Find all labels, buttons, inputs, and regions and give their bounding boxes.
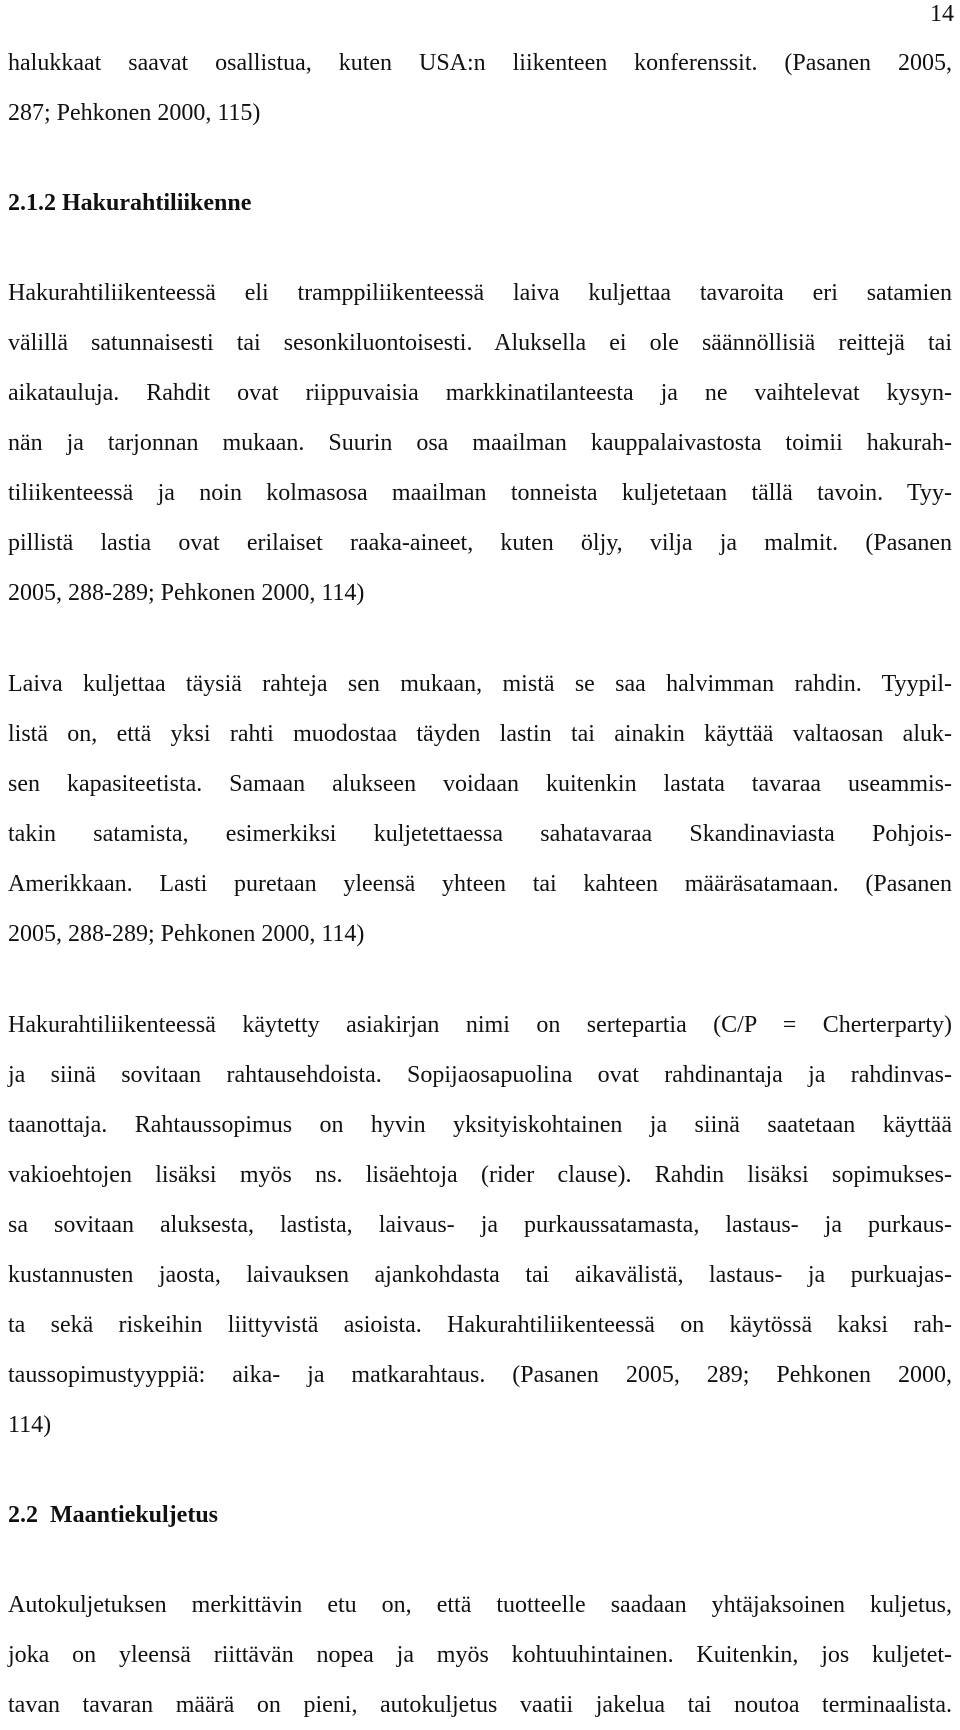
- section-heading: 2.2 Maantiekuljetus: [8, 1502, 218, 1528]
- text-line: 2005, 288-289; Pehkonen 2000, 114): [8, 580, 365, 606]
- text-line: halukkaat saavat osallistua, kuten USA:n liikenteen konferenssit. (Pasanen 2005,: [8, 50, 952, 76]
- text-line: Amerikkaan. Lasti puretaan yleensä yhteen tai kahteen määräsatamaan. (Pasanen: [8, 871, 952, 897]
- paragraph: [8, 1000, 952, 1450]
- text-line: nän ja tarjonnan mukaan. Suurin osa maailman kauppalaivastosta toimii hakurah-: [8, 430, 952, 456]
- text-line: 287; Pehkonen 2000, 115): [8, 100, 261, 126]
- paragraph: [8, 268, 952, 618]
- text-line: aikatauluja. Rahdit ovat riippuvaisia markkinatilanteesta ja ne vaihtelevat kysyn-: [8, 380, 952, 406]
- text-line: listä on, että yksi rahti muodostaa täyden lastin tai ainakin käyttää valtaosan aluk-: [8, 721, 952, 747]
- page-content: [8, 38, 952, 1730]
- text-line: Laiva kuljettaa täysiä rahteja sen mukaan, mistä se saa halvimman rahdin. Tyypil-: [8, 671, 952, 697]
- text-line: takin satamista, esimerkiksi kuljetettaessa sahatavaraa Skandinaviasta Pohjois-: [8, 821, 952, 847]
- text-line: pillistä lastia ovat erilaiset raaka-aineet, kuten öljy, vilja ja malmit. (Pasanen: [8, 530, 952, 556]
- page-number: 14: [930, 1, 954, 27]
- text-line: sen kapasiteetista. Samaan alukseen voidaan kuitenkin lastata tavaraa useammis-: [8, 771, 952, 797]
- text-line: ta sekä riskeihin liittyvistä asioista. Hakurahtiliikenteessä on käytössä kaksi rah-: [8, 1312, 952, 1338]
- paragraph: [8, 659, 952, 959]
- text-line: sa sovitaan aluksesta, lastista, laivaus- ja purkaussatamasta, lastaus- ja purkaus-: [8, 1212, 952, 1238]
- text-line: Autokuljetuksen merkittävin etu on, että tuotteelle saadaan yhtäjaksoinen kuljetus,: [8, 1592, 952, 1618]
- section-heading: 2.1.2 Hakurahtiliikenne: [8, 190, 252, 216]
- text-line: vakioehtojen lisäksi myös ns. lisäehtoja (rider clause). Rahdin lisäksi sopimukses-: [8, 1162, 952, 1188]
- text-line: joka on yleensä riittävän nopea ja myös kohtuuhintainen. Kuitenkin, jos kuljetet-: [8, 1642, 952, 1668]
- text-line: Hakurahtiliikenteessä käytetty asiakirjan nimi on sertepartia (C/P = Cherterparty): [8, 1012, 952, 1038]
- continuation-paragraph: [8, 38, 952, 138]
- text-line: 2005, 288-289; Pehkonen 2000, 114): [8, 921, 365, 947]
- text-line: 114): [8, 1412, 52, 1438]
- text-line: välillä satunnaisesti tai sesonkiluontoisesti. Aluksella ei ole säännöllisiä reittejä tai: [8, 330, 952, 356]
- text-line: taussopimustyyppiä: aika- ja matkarahtaus. (Pasanen 2005, 289; Pehkonen 2000,: [8, 1362, 952, 1388]
- paragraph: [8, 1580, 952, 1730]
- text-line: ja siinä sovitaan rahtausehdoista. Sopijaosapuolina ovat rahdinantaja ja rahdinvas-: [8, 1062, 952, 1088]
- text-line: tiliikenteessä ja noin kolmasosa maailman tonneista kuljetetaan tällä tavoin. Tyy-: [8, 480, 952, 506]
- text-line: Hakurahtiliikenteessä eli tramppiliikenteessä laiva kuljettaa tavaroita eri satamien: [8, 280, 952, 306]
- text-line: kustannusten jaosta, laivauksen ajankohdasta tai aikavälistä, lastaus- ja purkuajas-: [8, 1262, 952, 1288]
- text-line: taanottaja. Rahtaussopimus on hyvin yksityiskohtainen ja siinä saatetaan käyttää: [8, 1112, 952, 1138]
- text-line: tavan tavaran määrä on pieni, autokuljetus vaatii jakelua tai noutoa terminaalista.: [8, 1692, 952, 1718]
